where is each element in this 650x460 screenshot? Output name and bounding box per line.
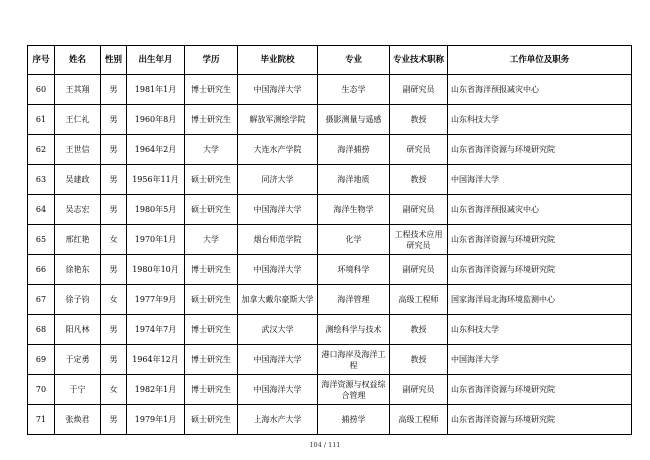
cell-school: 武汉大学 xyxy=(238,315,318,345)
cell-birth: 1977年9月 xyxy=(127,285,185,315)
table-row xyxy=(28,315,632,345)
cell-name: 于宁 xyxy=(55,375,101,405)
cell-major: 化学 xyxy=(318,225,390,255)
cell-school: 解放军测绘学院 xyxy=(238,105,318,135)
cell-gender: 男 xyxy=(101,195,127,225)
page-number: 104 / 111 xyxy=(309,441,341,449)
cell-birth: 1956年11月 xyxy=(127,165,185,195)
header-cell-birth: 出生年月 xyxy=(127,46,185,75)
table-row xyxy=(28,285,632,315)
header-cell-major: 专业 xyxy=(318,46,390,75)
header-cell-school: 毕业院校 xyxy=(238,46,318,75)
table-row xyxy=(28,105,632,135)
cell-birth: 1982年1月 xyxy=(127,375,185,405)
cell-title: 高级工程师 xyxy=(390,285,448,315)
cell-index: 65 xyxy=(28,225,55,255)
table-row xyxy=(28,225,632,255)
cell-title: 副研究员 xyxy=(390,375,448,405)
cell-education: 硕士研究生 xyxy=(185,405,238,435)
cell-education: 博士研究生 xyxy=(185,105,238,135)
cell-education: 硕士研究生 xyxy=(185,195,238,225)
table-body xyxy=(28,75,632,435)
cell-name: 王仁礼 xyxy=(55,105,101,135)
cell-title: 副研究员 xyxy=(390,255,448,285)
table-row xyxy=(28,255,632,285)
cell-gender: 女 xyxy=(101,375,127,405)
cell-title: 副研究员 xyxy=(390,195,448,225)
cell-birth: 1970年1月 xyxy=(127,225,185,255)
table-row xyxy=(28,405,632,435)
cell-major: 海洋资源与权益综合管理 xyxy=(318,375,390,405)
cell-school: 中国海洋大学 xyxy=(238,75,318,105)
cell-index: 67 xyxy=(28,285,55,315)
header-cell-title: 专业技术职称 xyxy=(390,46,448,75)
header-row xyxy=(28,46,632,75)
cell-employer: 山东省海洋资源与环境研究院 xyxy=(448,375,632,405)
header-cell-name: 姓名 xyxy=(55,46,101,75)
cell-title: 高级工程师 xyxy=(390,405,448,435)
header-cell-education: 学历 xyxy=(185,46,238,75)
cell-title: 教授 xyxy=(390,345,448,375)
cell-major: 摄影测量与遥感 xyxy=(318,105,390,135)
cell-name: 王世信 xyxy=(55,135,101,165)
cell-index: 64 xyxy=(28,195,55,225)
cell-title: 副研究员 xyxy=(390,75,448,105)
cell-birth: 1964年2月 xyxy=(127,135,185,165)
cell-employer: 中国海洋大学 xyxy=(448,165,632,195)
cell-education: 硕士研究生 xyxy=(185,165,238,195)
table-row xyxy=(28,75,632,105)
cell-education: 博士研究生 xyxy=(185,315,238,345)
cell-school: 同济大学 xyxy=(238,165,318,195)
cell-employer: 山东省海洋资源与环境研究院 xyxy=(448,255,632,285)
cell-employer: 山东省海洋资源与环境研究院 xyxy=(448,225,632,255)
header-cell-employer: 工作单位及职务 xyxy=(448,46,632,75)
cell-major: 海洋捕捞 xyxy=(318,135,390,165)
cell-title: 教授 xyxy=(390,105,448,135)
cell-index: 66 xyxy=(28,255,55,285)
cell-employer: 山东科技大学 xyxy=(448,105,632,135)
cell-index: 70 xyxy=(28,375,55,405)
cell-gender: 男 xyxy=(101,315,127,345)
cell-title: 教授 xyxy=(390,315,448,345)
cell-education: 硕士研究生 xyxy=(185,285,238,315)
cell-name: 徐艳东 xyxy=(55,255,101,285)
cell-education: 博士研究生 xyxy=(185,375,238,405)
table-row xyxy=(28,195,632,225)
table-row xyxy=(28,135,632,165)
cell-gender: 男 xyxy=(101,75,127,105)
cell-index: 63 xyxy=(28,165,55,195)
cell-education: 博士研究生 xyxy=(185,255,238,285)
header-cell-gender: 性别 xyxy=(101,46,127,75)
cell-birth: 1981年1月 xyxy=(127,75,185,105)
cell-gender: 男 xyxy=(101,165,127,195)
table-row xyxy=(28,345,632,375)
cell-major: 海洋管理 xyxy=(318,285,390,315)
table-row xyxy=(28,375,632,405)
cell-gender: 男 xyxy=(101,345,127,375)
cell-gender: 男 xyxy=(101,135,127,165)
cell-index: 68 xyxy=(28,315,55,345)
cell-title: 工程技术应用研究员 xyxy=(390,225,448,255)
cell-title: 研究员 xyxy=(390,135,448,165)
cell-major: 海洋生物学 xyxy=(318,195,390,225)
cell-birth: 1980年5月 xyxy=(127,195,185,225)
cell-school: 中国海洋大学 xyxy=(238,195,318,225)
cell-major: 环境科学 xyxy=(318,255,390,285)
cell-employer: 中国海洋大学 xyxy=(448,345,632,375)
cell-gender: 女 xyxy=(101,285,127,315)
cell-school: 中国海洋大学 xyxy=(238,375,318,405)
cell-employer: 国家海洋局北海环境监测中心 xyxy=(448,285,632,315)
cell-birth: 1980年10月 xyxy=(127,255,185,285)
cell-employer: 山东省海洋预报减灾中心 xyxy=(448,195,632,225)
cell-index: 71 xyxy=(28,405,55,435)
cell-name: 阳凡林 xyxy=(55,315,101,345)
cell-index: 60 xyxy=(28,75,55,105)
roster-table xyxy=(27,45,632,435)
cell-name: 张焕君 xyxy=(55,405,101,435)
cell-major: 海洋地质 xyxy=(318,165,390,195)
cell-school: 加拿大戴尔豪斯大学 xyxy=(238,285,318,315)
cell-name: 于定勇 xyxy=(55,345,101,375)
cell-name: 徐子钧 xyxy=(55,285,101,315)
cell-gender: 男 xyxy=(101,255,127,285)
cell-education: 大学 xyxy=(185,135,238,165)
cell-index: 61 xyxy=(28,105,55,135)
cell-birth: 1974年7月 xyxy=(127,315,185,345)
cell-education: 博士研究生 xyxy=(185,75,238,105)
cell-education: 大学 xyxy=(185,225,238,255)
cell-gender: 女 xyxy=(101,225,127,255)
cell-gender: 男 xyxy=(101,405,127,435)
cell-school: 上海水产大学 xyxy=(238,405,318,435)
cell-school: 大连水产学院 xyxy=(238,135,318,165)
cell-major: 港口海岸及海洋工程 xyxy=(318,345,390,375)
cell-school: 中国海洋大学 xyxy=(238,345,318,375)
cell-employer: 山东省海洋预报减灾中心 xyxy=(448,75,632,105)
cell-school: 烟台师范学院 xyxy=(238,225,318,255)
cell-gender: 男 xyxy=(101,105,127,135)
cell-major: 生态学 xyxy=(318,75,390,105)
cell-name: 吴建政 xyxy=(55,165,101,195)
cell-index: 69 xyxy=(28,345,55,375)
cell-name: 邢红艳 xyxy=(55,225,101,255)
cell-name: 吴志宏 xyxy=(55,195,101,225)
cell-index: 62 xyxy=(28,135,55,165)
table-row xyxy=(28,165,632,195)
cell-birth: 1964年12月 xyxy=(127,345,185,375)
cell-birth: 1979年1月 xyxy=(127,405,185,435)
cell-name: 王其翔 xyxy=(55,75,101,105)
cell-employer: 山东省海洋资源与环境研究院 xyxy=(448,405,632,435)
cell-major: 捕捞学 xyxy=(318,405,390,435)
header-cell-index: 序号 xyxy=(28,46,55,75)
cell-birth: 1960年8月 xyxy=(127,105,185,135)
cell-employer: 山东科技大学 xyxy=(448,315,632,345)
cell-title: 教授 xyxy=(390,165,448,195)
cell-school: 中国海洋大学 xyxy=(238,255,318,285)
cell-employer: 山东省海洋资源与环境研究院 xyxy=(448,135,632,165)
cell-education: 博士研究生 xyxy=(185,345,238,375)
cell-major: 测绘科学与技术 xyxy=(318,315,390,345)
